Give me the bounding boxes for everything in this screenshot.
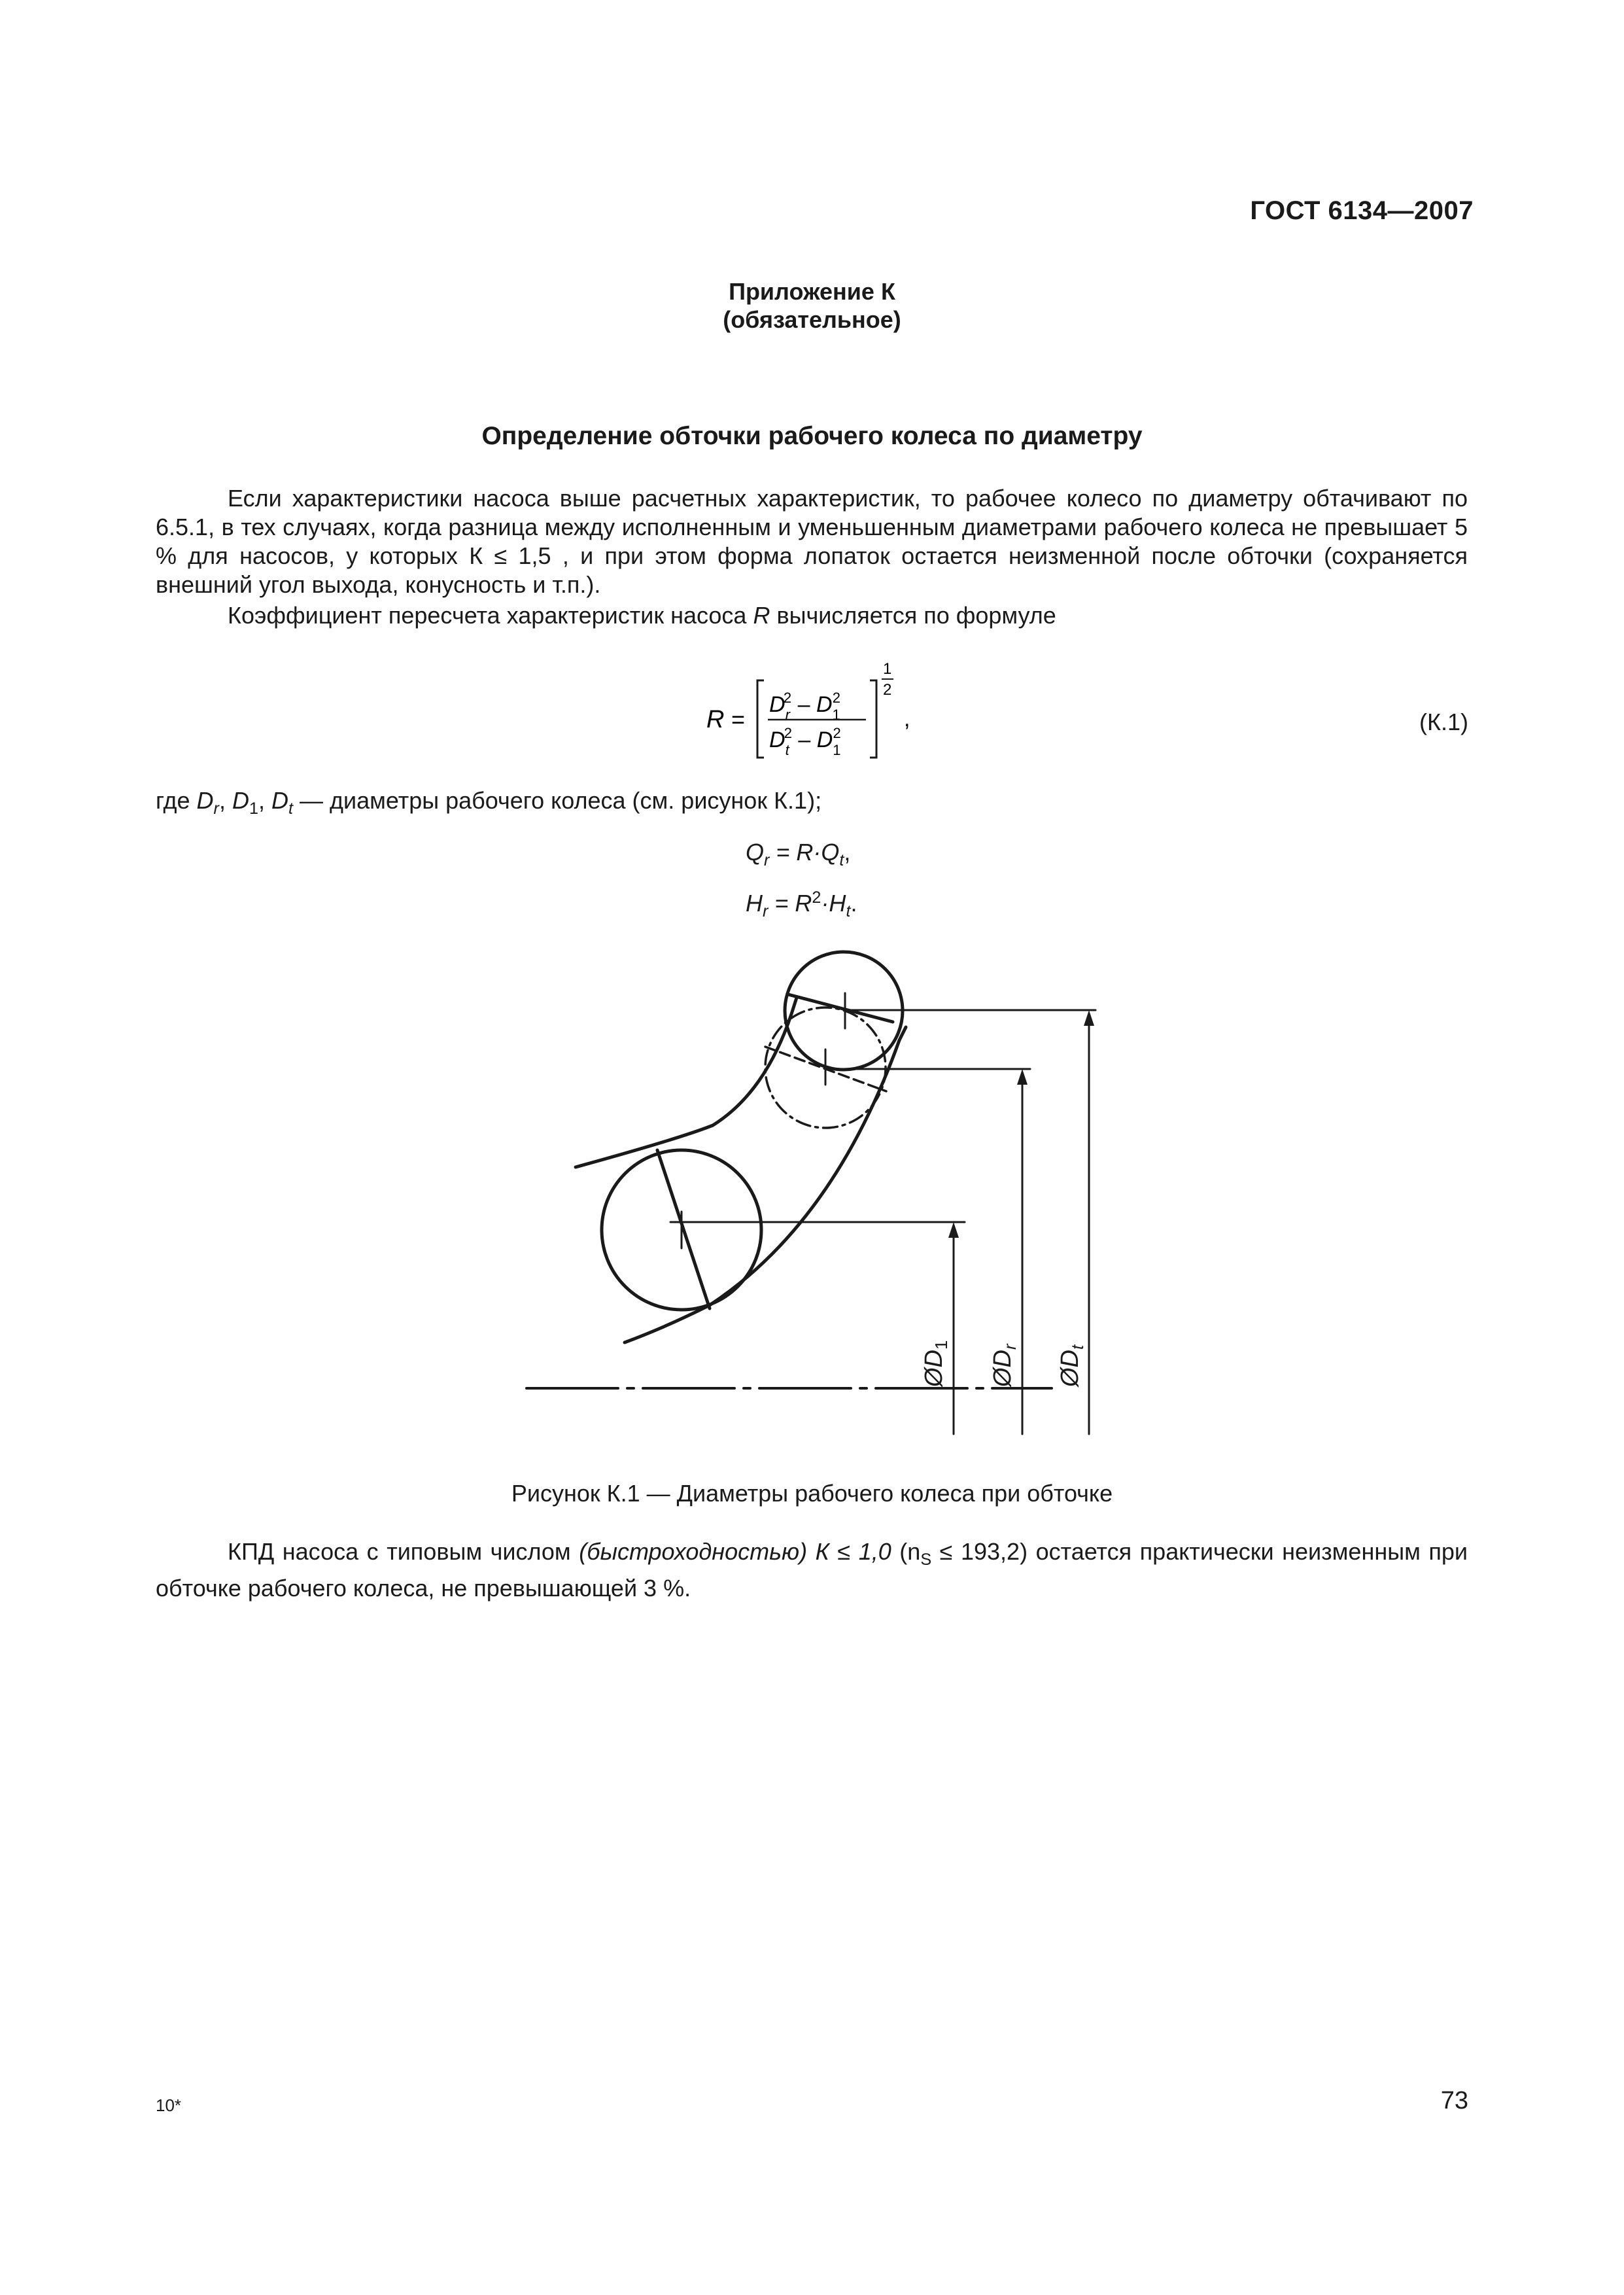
equation-number: (К.1): [1419, 709, 1468, 735]
formula-comma: ,: [904, 707, 910, 731]
footer-signature: 10*: [156, 2095, 182, 2115]
appendix-status: (обязательное): [723, 306, 901, 333]
exponent-den: 2: [883, 681, 892, 699]
formula-eq: =: [731, 706, 746, 733]
label-dt: $ØD_t$: [1056, 1344, 1087, 1387]
paragraph-3: КПД насоса с типовым числом (быстроходностью) К ≤ 1,0 $(n_S \le 193,2)$ остается практически неизменным при обточке рабочего колеса, не превышающей 3 %.: [156, 1538, 1468, 1602]
denominator: $D_t2 - D_12$: [769, 725, 841, 758]
formula-k1: [693, 654, 942, 769]
paragraph-2: Коэффициент пересчета характеристик насоса R вычисляется по формуле: [228, 602, 1056, 629]
blade-upper-curve: [576, 998, 797, 1167]
formula-lhs: R: [706, 706, 725, 733]
chord-d1: [657, 1150, 710, 1308]
numerator: $D_r2 - D_12$: [769, 690, 840, 723]
blade-lower-curve: [625, 1027, 906, 1342]
right-bracket: [870, 680, 876, 758]
figure-caption: Рисунок К.1 — Диаметры рабочего колеса при обточке: [511, 1480, 1113, 1507]
left-bracket: [757, 680, 764, 758]
paragraph-1: Если характеристики насоса выше расчетных характеристик, то рабочее колесо по диаметру обтачивают по 6.5.1, в тех случаях, когда разница между исполненным и уменьшенным диаметрами рабочего колеса не превышает 5 % для насосов, у которых К ≤ 1,5 , и при этом форма лопаток остается неизменной после обточки (сохраняется внешний угол выхода, конусность и т.п.).: [156, 485, 1468, 598]
formula-hr: $H_r = R^2\cdot H_t$.: [746, 888, 857, 921]
exponent-num: 1: [883, 660, 892, 678]
label-dr: $ØD_r$: [989, 1344, 1020, 1387]
impeller-diagram: [0, 942, 1624, 1465]
appendix-title: Приложение К: [729, 278, 895, 305]
label-d1: $ØD_1$: [920, 1340, 951, 1387]
chord-dt: [788, 994, 893, 1022]
section-title: Определение обточки рабочего колеса по диаметру: [481, 422, 1143, 450]
page-number: 73: [1440, 2087, 1468, 2114]
where-line: где $D_r$, $D_1$, $D_t$ — диаметры рабочего колеса (см. рисунок К.1);: [156, 787, 822, 818]
formula-qr: $Q_r = R\cdot Q_t$,: [746, 839, 851, 870]
standard-header: ГОСТ 6134—2007: [1250, 196, 1474, 225]
